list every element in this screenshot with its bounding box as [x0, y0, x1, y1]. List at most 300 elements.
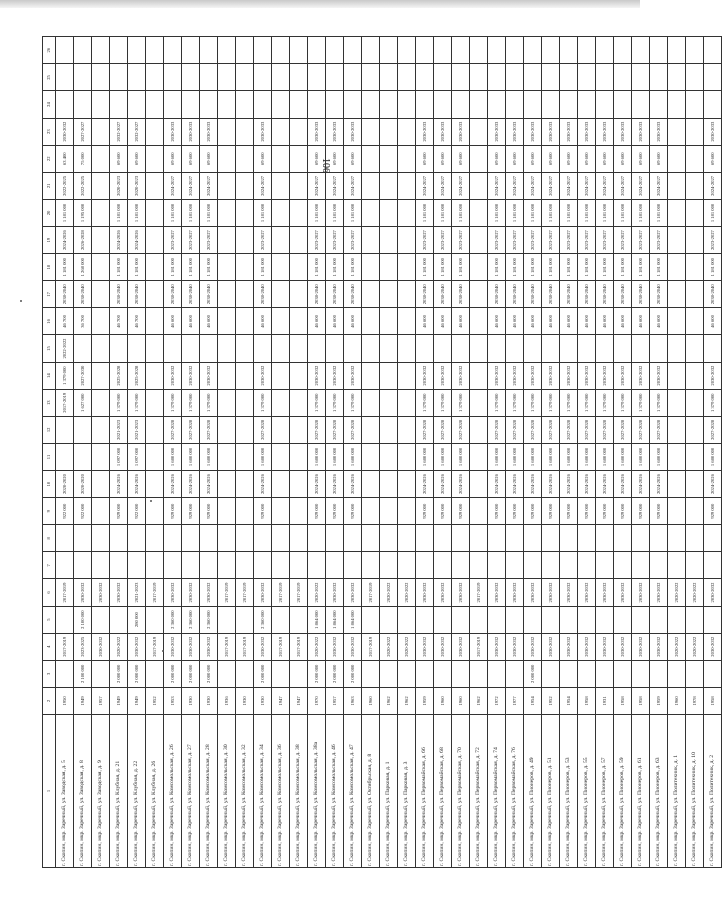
table-cell: 2030-2032 [614, 633, 632, 660]
table-cell [218, 91, 236, 118]
table-cell: 2027-2027 [74, 118, 92, 145]
table-row [146, 37, 164, 868]
table-cell: 2027-2028 [542, 416, 560, 443]
table-cell [686, 172, 704, 199]
table-cell [380, 91, 398, 118]
table-cell [470, 362, 488, 389]
table-cell: 2023-2027 [488, 227, 506, 254]
table-cell [398, 660, 416, 687]
scan-speck [162, 650, 164, 652]
table-cell [542, 606, 560, 633]
table-cell [380, 389, 398, 416]
table-cell [128, 552, 146, 579]
table-cell: 2024-2026 [650, 471, 668, 498]
table-cell: 1 097 000 [128, 443, 146, 470]
table-cell [578, 335, 596, 362]
table-cell [272, 362, 290, 389]
table-cell: 2030-2032 [506, 633, 524, 660]
table-cell [362, 362, 380, 389]
table-cell [254, 91, 272, 118]
table-cell [560, 525, 578, 552]
table-cell: 2023-2025 [74, 633, 92, 660]
table-cell [704, 525, 722, 552]
table-cell: 1960 [452, 687, 470, 714]
table-cell [146, 145, 164, 172]
address-cell: г. Скопин, мкр. Заречный, ул. Пионеров, д. 59 [614, 715, 632, 868]
table-cell: 1947 [272, 687, 290, 714]
table-cell [92, 335, 110, 362]
table-cell [650, 37, 668, 64]
table-cell: 2023-2027 [452, 227, 470, 254]
table-cell [164, 37, 182, 64]
table-cell [362, 199, 380, 226]
table-cell [398, 471, 416, 498]
table-cell: 1 680 000 [524, 443, 542, 470]
table-cell: 2030-2032 [704, 633, 722, 660]
table-cell [380, 172, 398, 199]
table-cell [452, 552, 470, 579]
column-header: 11 [43, 443, 56, 470]
table-cell [686, 389, 704, 416]
table-cell [362, 172, 380, 199]
table-cell [146, 308, 164, 335]
table-cell: 1 181 000 [488, 254, 506, 281]
table-cell [218, 525, 236, 552]
table-cell [668, 227, 686, 254]
table-cell: 2023-2027 [614, 227, 632, 254]
table-cell: 2030-2032 [182, 362, 200, 389]
table-cell [308, 552, 326, 579]
table-cell [380, 335, 398, 362]
table-cell: 2024-2026 [632, 471, 650, 498]
table-cell: 1 181 000 [200, 199, 218, 226]
column-header: 2 [43, 687, 56, 714]
table-cell [362, 471, 380, 498]
table-cell [668, 145, 686, 172]
table-cell: 2024-2027 [182, 172, 200, 199]
table-cell [398, 552, 416, 579]
table-row [380, 37, 398, 868]
address-cell: г. Скопин, мкр. Заречный, ул. Комсомольская, д. 46 [326, 715, 344, 868]
table-cell: 1 680 000 [632, 443, 650, 470]
table-cell: 2017-2019 [218, 579, 236, 606]
table-cell: 46 600 [614, 308, 632, 335]
address-cell: г. Скопин, мкр. Заречный, ул. Комсомольская, д. 27 [182, 715, 200, 868]
table-cell: 2030-2032 [488, 579, 506, 606]
table-cell [254, 525, 272, 552]
table-cell: 2030-2032 [344, 579, 362, 606]
table-cell: 69 600 [182, 145, 200, 172]
table-cell: 1947 [290, 687, 308, 714]
table-cell: 1 680 000 [254, 443, 272, 470]
table-cell: 1960 [434, 687, 452, 714]
table-cell [128, 91, 146, 118]
table-cell [272, 145, 290, 172]
table-cell [596, 335, 614, 362]
table-cell [470, 64, 488, 91]
table-cell: 1 379 000 [560, 389, 578, 416]
table-cell: 69 600 [596, 145, 614, 172]
table-row [110, 37, 128, 868]
address-cell: г. Скопин, мкр. Заречный, ул. Первомайская, д. 68 [434, 715, 452, 868]
table-cell [470, 335, 488, 362]
table-cell: 46 600 [434, 308, 452, 335]
table-cell: 1 680 000 [650, 443, 668, 470]
table-cell: 2038-2040 [326, 281, 344, 308]
table-cell: 1 268 000 [74, 254, 92, 281]
table-cell [362, 498, 380, 525]
table-cell [254, 37, 272, 64]
table-cell [182, 335, 200, 362]
table-cell: 1959 [650, 687, 668, 714]
table-cell [506, 64, 524, 91]
table-row [650, 37, 668, 868]
table-cell: 2025-2028 [110, 362, 128, 389]
table-cell: 46 600 [182, 308, 200, 335]
table-cell: 2017-2019 [236, 633, 254, 660]
table-cell: 1 181 000 [326, 199, 344, 226]
table-cell: 2021-2023 [128, 416, 146, 443]
column-header: 12 [43, 416, 56, 443]
table-cell: 2030-2032 [416, 362, 434, 389]
table-cell [416, 525, 434, 552]
table-cell: 1 680 000 [452, 443, 470, 470]
table-cell [290, 471, 308, 498]
table-cell [362, 660, 380, 687]
table-cell [290, 254, 308, 281]
table-cell: 929 000 [452, 498, 470, 525]
table-cell: 2038-2040 [128, 281, 146, 308]
table-cell [218, 118, 236, 145]
address-cell: г. Скопин, мкр. Заречный, ул. Пионеров, д. 49 [524, 715, 542, 868]
table-cell: 929 000 [110, 498, 128, 525]
table-cell [290, 227, 308, 254]
table-cell: 1 181 000 [506, 199, 524, 226]
table-cell: 2024-2026 [596, 471, 614, 498]
table-cell: 1936 [218, 687, 236, 714]
table-cell: 2030-2032 [164, 362, 182, 389]
table-cell [218, 308, 236, 335]
table-cell [686, 254, 704, 281]
table-cell [470, 471, 488, 498]
table-cell: 1 181 000 [164, 254, 182, 281]
table-cell: 2032-2027 [110, 118, 128, 145]
table-cell: 929 000 [704, 498, 722, 525]
table-cell: 2038-2040 [164, 281, 182, 308]
table-cell [254, 552, 272, 579]
table-cell: 46 600 [200, 308, 218, 335]
address-cell: г. Скопин, мкр. Заречный, ул. Комсомольская, д. 28 [200, 715, 218, 868]
table-cell: 929 000 [308, 498, 326, 525]
table-cell [470, 254, 488, 281]
table-cell [362, 389, 380, 416]
table-cell [236, 199, 254, 226]
table-cell [236, 64, 254, 91]
table-cell [272, 498, 290, 525]
table-cell: 2030-2033 [632, 118, 650, 145]
table-cell: 2030-2032 [254, 362, 272, 389]
table-cell [632, 64, 650, 91]
table-row [398, 37, 416, 868]
table-cell: 46 600 [308, 308, 326, 335]
table-cell [290, 308, 308, 335]
table-cell [92, 552, 110, 579]
table-cell: 2030-2032 [344, 633, 362, 660]
table-cell: 2024-2027 [326, 172, 344, 199]
table-cell: 2030-2032 [488, 633, 506, 660]
table-cell: 1 379 000 [128, 389, 146, 416]
table-cell: 2038-2040 [614, 281, 632, 308]
table-cell [362, 443, 380, 470]
capital-repair-table [42, 36, 722, 868]
table-cell [686, 227, 704, 254]
table-cell [56, 660, 74, 687]
table-cell: 2024-2027 [614, 172, 632, 199]
table-cell: 46 600 [164, 308, 182, 335]
table-row [416, 37, 434, 868]
table-cell [290, 443, 308, 470]
table-cell: 2 000 000 [128, 660, 146, 687]
table-cell [146, 471, 164, 498]
table-cell: 2030-2032 [704, 362, 722, 389]
address-cell: г. Скопин, мкр. Заречный, ул. Октябрьская, д. 8 [362, 715, 380, 868]
table-cell [632, 37, 650, 64]
table-cell: 2030-2032 [452, 579, 470, 606]
table-cell [488, 606, 506, 633]
table-cell: 1 181 000 [434, 199, 452, 226]
table-cell: 2023-2027 [560, 227, 578, 254]
table-cell [686, 91, 704, 118]
table-cell [290, 389, 308, 416]
table-cell: 2020-2022 [668, 579, 686, 606]
table-cell [218, 64, 236, 91]
address-cell: г. Скопин, мкр. Заречный, ул. Политехник, д. 2 [704, 715, 722, 868]
table-cell [614, 660, 632, 687]
table-cell: 1 680 000 [416, 443, 434, 470]
address-cell: г. Скопин, мкр. Заречный, ул. Парковая, д. 3 [398, 715, 416, 868]
table-cell [272, 64, 290, 91]
table-cell [164, 552, 182, 579]
table-cell [290, 660, 308, 687]
table-cell: 2030-2032 [650, 579, 668, 606]
table-cell [326, 335, 344, 362]
table-cell [506, 606, 524, 633]
table-cell: 929 000 [650, 498, 668, 525]
table-cell: 2030-2033 [542, 118, 560, 145]
table-cell [668, 64, 686, 91]
table-cell: 69 600 [704, 145, 722, 172]
table-cell [398, 281, 416, 308]
table-cell: 1 379 000 [326, 389, 344, 416]
table-cell: 69 600 [488, 145, 506, 172]
column-header: 22 [43, 145, 56, 172]
table-cell: 929 000 [164, 498, 182, 525]
table-cell [398, 389, 416, 416]
address-cell: г. Скопин, мкр. Заречный, ул. Заводская, д. 8 [74, 715, 92, 868]
table-cell [506, 37, 524, 64]
table-cell: 2030-2032 [596, 633, 614, 660]
table-cell [236, 37, 254, 64]
table-cell [686, 416, 704, 443]
table-cell: 2023-2027 [650, 227, 668, 254]
table-cell [686, 308, 704, 335]
table-cell: 1 181 000 [506, 254, 524, 281]
table-cell [380, 362, 398, 389]
table-cell: 2030-2033 [308, 118, 326, 145]
table-cell: 2030-2032 [434, 362, 452, 389]
table-cell [236, 389, 254, 416]
table-cell [290, 118, 308, 145]
table-cell: 2024-2026 [578, 471, 596, 498]
table-cell: 2017-2019 [236, 579, 254, 606]
table-cell [434, 37, 452, 64]
table-cell [218, 416, 236, 443]
table-cell: 2 000 000 [164, 660, 182, 687]
table-cell: 2020-2023 [110, 172, 128, 199]
table-cell: 2030-2033 [344, 118, 362, 145]
table-cell: 2030-2033 [578, 118, 596, 145]
table-cell [578, 660, 596, 687]
table-cell: 2030-2032 [704, 579, 722, 606]
table-cell: 2024-2026 [182, 471, 200, 498]
table-cell: 1 181 000 [632, 199, 650, 226]
table-cell: 1 379 000 [254, 389, 272, 416]
table-cell [236, 660, 254, 687]
table-cell: 2038-2040 [452, 281, 470, 308]
table-cell: 2020-2022 [110, 633, 128, 660]
table-cell [200, 37, 218, 64]
column-header: 7 [43, 552, 56, 579]
table-cell: 1 680 000 [614, 443, 632, 470]
table-cell: 2030-2032 [524, 633, 542, 660]
table-cell: 2038-2040 [254, 281, 272, 308]
table-cell: 922 000 [56, 498, 74, 525]
table-cell: 922 000 [128, 498, 146, 525]
table-cell: 46 600 [326, 308, 344, 335]
table-cell [74, 64, 92, 91]
table-cell [362, 91, 380, 118]
table-cell: 1930 [200, 687, 218, 714]
table-cell [272, 254, 290, 281]
table-cell [542, 525, 560, 552]
table-cell: 1 680 000 [344, 443, 362, 470]
table-cell [668, 471, 686, 498]
table-cell [470, 498, 488, 525]
table-cell: 2027-2028 [344, 416, 362, 443]
table-cell [524, 91, 542, 118]
table-cell: 1977 [506, 687, 524, 714]
table-cell: 46 600 [596, 308, 614, 335]
table-cell: 1 379 000 [434, 389, 452, 416]
table-cell [146, 362, 164, 389]
table-cell: 2 000 000 [308, 660, 326, 687]
table-cell: 1954 [560, 687, 578, 714]
table-cell [434, 335, 452, 362]
table-cell [398, 37, 416, 64]
table-cell: 1 379 000 [542, 389, 560, 416]
table-cell: 1 181 000 [182, 254, 200, 281]
table-cell: 1952 [542, 687, 560, 714]
table-cell [578, 64, 596, 91]
table-cell [344, 37, 362, 64]
table-cell [146, 443, 164, 470]
table-cell [596, 91, 614, 118]
table-cell [668, 443, 686, 470]
table-cell [416, 660, 434, 687]
table-cell [380, 416, 398, 443]
table-cell [92, 362, 110, 389]
table-cell: 1 379 000 [524, 389, 542, 416]
table-cell [668, 606, 686, 633]
rotated-table-container [42, 36, 715, 868]
table-cell: 1 181 000 [128, 199, 146, 226]
table-cell: 1949 [128, 687, 146, 714]
table-cell [56, 606, 74, 633]
table-cell [164, 91, 182, 118]
table-cell: 2024-2027 [578, 172, 596, 199]
table-cell: 2024-2027 [164, 172, 182, 199]
table-cell: 46 600 [524, 308, 542, 335]
table-cell: 69 600 [416, 145, 434, 172]
table-cell: 2024-2026 [416, 471, 434, 498]
table-cell [74, 91, 92, 118]
table-cell: 46 600 [416, 308, 434, 335]
table-cell: 1962 [470, 687, 488, 714]
table-cell [380, 443, 398, 470]
table-row [452, 37, 470, 868]
table-cell [344, 525, 362, 552]
table-cell: 929 000 [254, 498, 272, 525]
table-cell [218, 37, 236, 64]
table-cell: 2020-2020 [56, 471, 74, 498]
address-cell: г. Скопин, мкр. Заречный, ул. Пионеров, д. 51 [542, 715, 560, 868]
table-cell [434, 91, 452, 118]
table-cell: 2017-2019 [362, 579, 380, 606]
table-cell: 1957 [92, 687, 110, 714]
table-cell [164, 525, 182, 552]
table-cell [704, 606, 722, 633]
table-cell [290, 416, 308, 443]
table-cell: 2030-2032 [614, 362, 632, 389]
table-cell [434, 606, 452, 633]
table-cell: 2024-2027 [344, 172, 362, 199]
table-cell [200, 335, 218, 362]
table-cell [380, 37, 398, 64]
table-cell: 2023-2027 [542, 227, 560, 254]
table-cell [398, 199, 416, 226]
table-cell [470, 606, 488, 633]
table-cell: 1 379 000 [164, 389, 182, 416]
table-cell [344, 552, 362, 579]
table-cell [146, 335, 164, 362]
table-cell [542, 335, 560, 362]
table-cell: 2024-2027 [308, 172, 326, 199]
table-cell: 69 600 [164, 145, 182, 172]
table-row [704, 37, 722, 868]
table-row [488, 37, 506, 868]
table-cell: 46 700 [128, 308, 146, 335]
table-cell [704, 91, 722, 118]
table-cell [668, 172, 686, 199]
table-cell [578, 91, 596, 118]
table-cell [380, 227, 398, 254]
table-cell [182, 552, 200, 579]
table-cell [164, 335, 182, 362]
table-cell [92, 525, 110, 552]
table-cell: 2030-2033 [254, 118, 272, 145]
table-cell [560, 335, 578, 362]
table-cell: 1 379 000 [110, 389, 128, 416]
